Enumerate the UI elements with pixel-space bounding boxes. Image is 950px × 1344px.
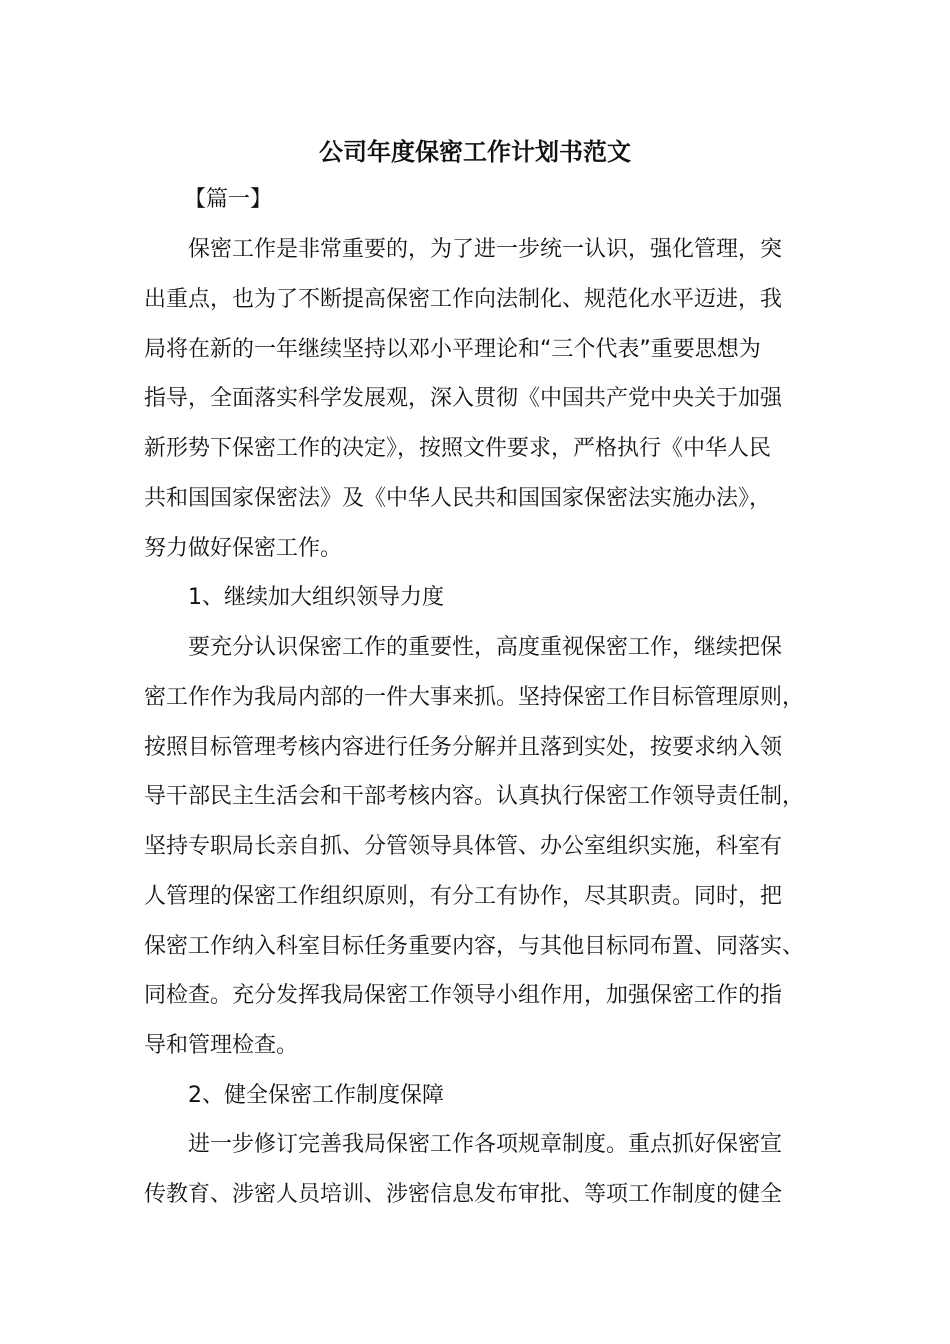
- heading-line: 2、健全保密工作制度保障: [188, 1083, 444, 1108]
- heading-line: 1、继续加大组织领导力度: [188, 585, 444, 610]
- paragraph-line: 密工作作为我局内部的一件大事来抓。坚持保密工作目标管理原则，: [144, 685, 805, 710]
- paragraph-line: 保密工作纳入科室目标任务重要内容，与其他目标同布置、同落实、: [144, 934, 805, 959]
- paragraph-line: 共和国国家保密法》及《中华人民共和国国家保密法实施办法》，: [144, 486, 772, 511]
- paragraph-line: 出重点，也为了不断提高保密工作向法制化、规范化水平迈进，我: [144, 287, 783, 312]
- paragraph-line: 指导，全面落实科学发展观，深入贯彻《中国共产党中央关于加强: [144, 386, 783, 411]
- paragraph-line: 按照目标管理考核内容进行任务分解并且落到实处，按要求纳入领: [144, 735, 783, 760]
- paragraph-line: 保密工作是非常重要的，为了进一步统一认识，强化管理，突: [188, 237, 783, 262]
- paragraph-line: 努力做好保密工作。: [144, 536, 343, 561]
- paragraph-line: 要充分认识保密工作的重要性，高度重视保密工作，继续把保: [188, 635, 783, 660]
- paragraph-line: 人管理的保密工作组织原则，有分工有协作，尽其职责。同时，把: [144, 884, 783, 909]
- document-title: 公司年度保密工作计划书范文: [319, 138, 631, 166]
- paragraph-line: 局将在新的一年继续坚持以邓小平理论和“三个代表”重要思想为: [144, 337, 761, 362]
- paragraph-line: 导干部民主生活会和干部考核内容。认真执行保密工作领导责任制，: [144, 784, 805, 809]
- section-label: 【篇一】: [184, 187, 273, 212]
- paragraph-line: 新形势下保密工作的决定》，按照文件要求，严格执行《中华人民: [144, 436, 772, 461]
- paragraph-line: 传教育、涉密人员培训、涉密信息发布审批、等项工作制度的健全: [144, 1182, 783, 1207]
- paragraph-line: 进一步修订完善我局保密工作各项规章制度。重点抓好保密宣: [188, 1132, 783, 1157]
- paragraph-line: 导和管理检查。: [144, 1033, 299, 1058]
- paragraph-line: 坚持专职局长亲自抓、分管领导具体管、办公室组织实施，科室有: [144, 834, 783, 859]
- paragraph-line: 同检查。充分发挥我局保密工作领导小组作用，加强保密工作的指: [144, 983, 783, 1008]
